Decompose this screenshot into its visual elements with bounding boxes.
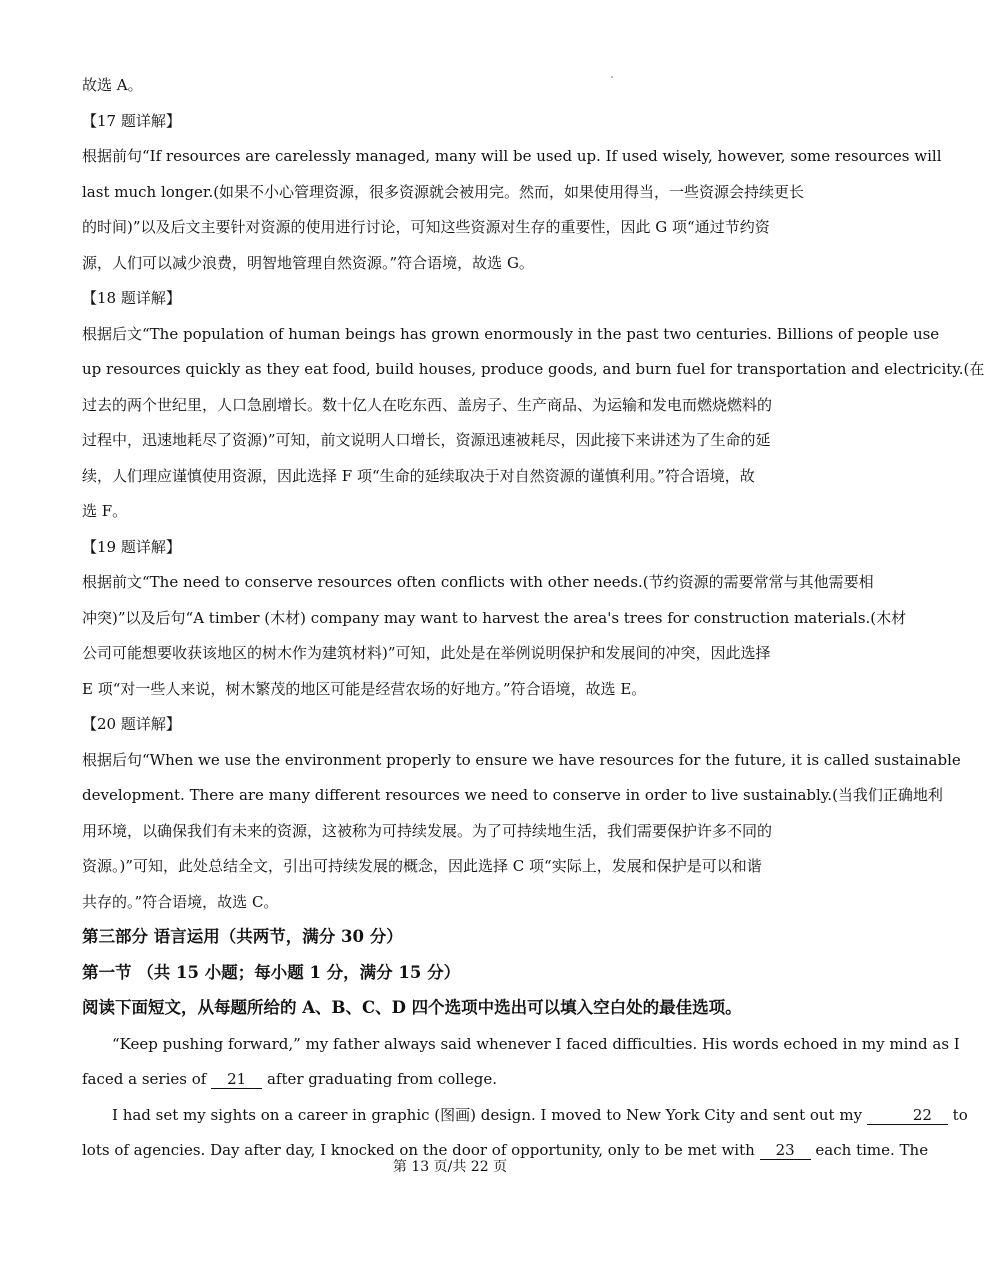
text-line: development. There are many different resources we need to conserve in order to live sustainably.(当我们正确地利 — [82, 786, 943, 804]
text-line: 公司可能想要收获该地区的树木作为建筑材料)”可知，此处是在举例说明保护和发展间的冲突，因此选择 — [82, 644, 771, 662]
blank-21: 21 — [211, 1070, 262, 1089]
blank-22: 22 — [867, 1106, 948, 1125]
text-line: last much longer.(如果不小心管理资源，很多资源就会被用完。然而，如果使用得当，一些资源会持续更长 — [82, 182, 805, 201]
text-segment: to — [947, 1105, 968, 1124]
heading-q17: 【17 题详解】 — [82, 111, 181, 130]
text-line: 选 F。 — [82, 502, 128, 520]
passage-paragraph-1 — [82, 1033, 960, 1091]
text-segment: I had set my sights on a career in graphic (图画) design. I moved to New York City and sent out my — [112, 1105, 867, 1124]
text-line: 根据后句“When we use the environment properly to ensure we have resources for the future, it is called sustainable — [82, 750, 961, 769]
text-line: 根据前句“If resources are carelessly managed, many will be used up. If used wisely, however, some resources will — [82, 147, 942, 165]
heading-q18: 【18 题详解】 — [82, 289, 181, 307]
text-line: 续，人们理应谨慎使用资源，因此选择 F 项“生命的延续取决于对自然资源的谨慎利用。”符合语境，故 — [82, 466, 755, 485]
page-footer: 第 13 页/共 22 页 — [392, 1159, 508, 1175]
heading-q19: 【19 题详解】 — [82, 537, 181, 556]
passage-paragraph-2 — [82, 1104, 968, 1162]
instructions: 阅读下面短文，从每题所给的 A、B、C、D 四个选项中选出可以填入空白处的最佳选项。 — [82, 998, 742, 1017]
text-line: 共存的。”符合语境，故选 C。 — [82, 892, 279, 911]
text-line: up resources quickly as they eat food, build houses, produce goods, and burn fuel for transportation and electricity.(在 — [82, 360, 984, 378]
blank-23: 23 — [760, 1141, 811, 1160]
text-line: 过去的两个世纪里，人口急剧增长。数十亿人在吃东西、盖房子、生产商品、为运输和发电而燃烧燃料的 — [82, 395, 773, 414]
paragraph-q20 — [82, 749, 961, 913]
text-segment: faced a series of — [82, 1070, 212, 1088]
text-line: 故选 A。 — [82, 76, 143, 94]
section-one-title: 第一节 （共 15 小题；每小题 1 分，满分 15 分） — [82, 962, 461, 982]
text-line: E 项“对一些人来说，树木繁茂的地区可能是经营农场的好地方。”符合语境，故选 E。 — [82, 679, 647, 698]
text-line: 资源。)”可知，此处总结全文，引出可持续发展的概念，因此选择 C 项“实际上，发展和保护是可以和谐 — [82, 857, 762, 875]
text-segment: lots of agencies. Day after day, I knocked on the door of opportunity, only to be met with — [82, 1141, 760, 1159]
text-line: 用环境，以确保我们有未来的资源，这被称为可持续发展。为了可持续地生活，我们需要保护许多不同的 — [82, 821, 773, 840]
text-line: 源，人们可以减少浪费，明智地管理自然资源。”符合语境，故选 G。 — [82, 253, 534, 272]
part-three-title: 第三部分 语言运用（共两节，满分 30 分） — [82, 927, 403, 946]
text-line: “Keep pushing forward,” my father always said whenever I faced difficulties. His words echoed in my mind as I — [112, 1034, 960, 1053]
text-segment: after graduating from college. — [262, 1070, 497, 1088]
text-segment: each time. The — [810, 1141, 929, 1159]
text-line: 根据后文“The population of human beings has grown enormously in the past two centuries. Billions of people use — [82, 324, 940, 343]
paragraph-q17 — [82, 145, 942, 274]
text-line: 根据前文“The need to conserve resources often conflicts with other needs.(节约资源的需要常常与其他需要相 — [82, 573, 874, 591]
text-line: 冲突)”以及后句“A timber (木材) company may want to harvest the area's trees for construction materials.(木材 — [82, 608, 907, 627]
paragraph-q18 — [82, 323, 984, 523]
text-line: 的时间)”以及后文主要针对资源的使用进行讨论，可知这些资源对生存的重要性，因此 G 项“通过节约资 — [82, 218, 770, 236]
text-line: 过程中，迅速地耗尽了资源)”可知，前文说明人口增长，资源迅速被耗尽，因此接下来讲述为了生命的延 — [82, 431, 771, 449]
page-content — [82, 74, 984, 1175]
heading-q20: 【20 题详解】 — [82, 715, 181, 733]
text-line — [82, 1104, 968, 1126]
paragraph-answer-16-end — [82, 74, 822, 96]
paragraph-q19 — [82, 571, 907, 700]
text-line — [82, 1068, 822, 1090]
